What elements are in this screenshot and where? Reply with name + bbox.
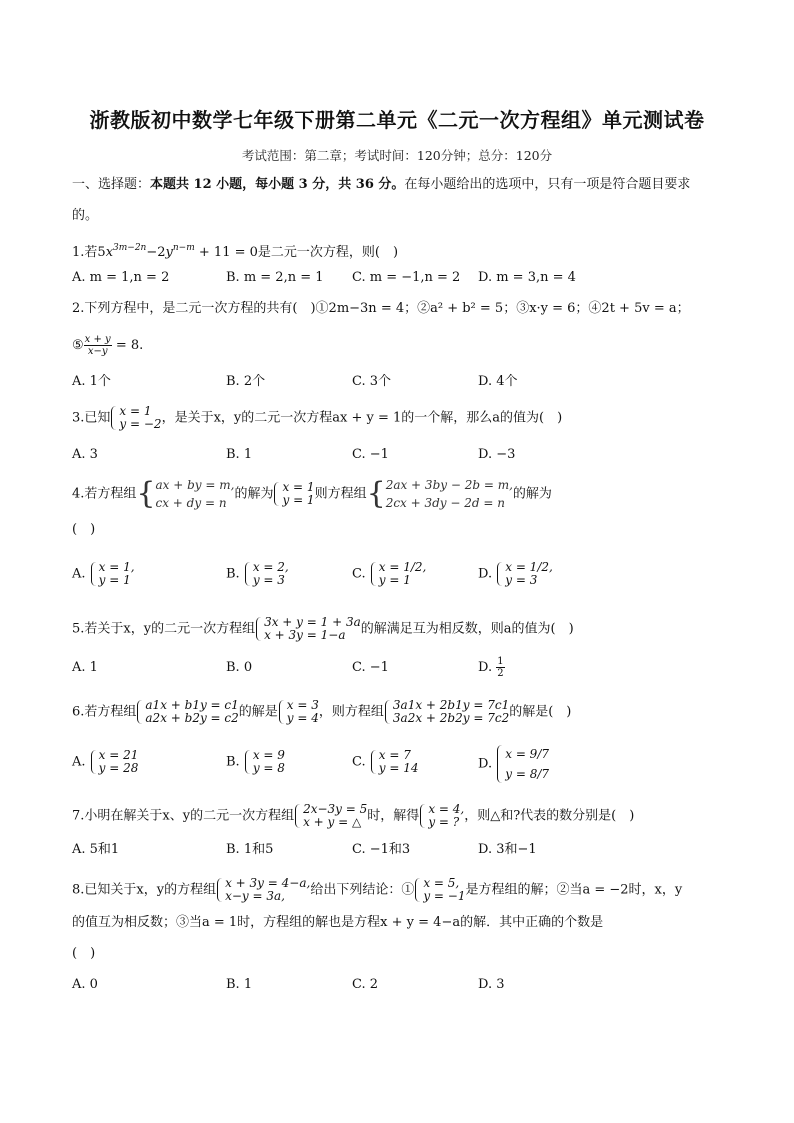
question-7: 7.小明在解关于x、y的二元一次方程组 2x−3y = 5 x + y = △ 时，解得 x = 4, y = ? ，则△和?代表的数分别是( ) (72, 802, 635, 829)
q4-option-b[interactable]: B. x = 2, y = 3 (226, 560, 289, 587)
q3-option-b[interactable]: B. 1 (226, 447, 253, 462)
q6-option-b[interactable]: B. x = 9 y = 8 (226, 748, 285, 775)
q2-option-d[interactable]: D. 4个 (478, 374, 518, 389)
q1-option-b[interactable]: B. m = 2,n = 1 (226, 270, 324, 285)
q7-solution: x = 4, y = ? (419, 803, 464, 829)
q5-option-b[interactable]: B. 0 (226, 660, 253, 675)
q1-option-c[interactable]: C. m = −1,n = 2 (352, 270, 461, 285)
q1-option-a[interactable]: A. m = 1,n = 2 (72, 270, 170, 285)
q7-option-b[interactable]: B. 1和5 (226, 842, 274, 857)
q8-option-b[interactable]: B. 1 (226, 977, 253, 992)
question-6: 6.若方程组 a1x + b1y = c1 a2x + b2y = c2 的解是 x = 3 y = 4 ，则方程组 3a1x + 2b1y = 7c1 3a2x + 2b2y = 7c2 的解是( ) (72, 698, 572, 725)
q3-option-c[interactable]: C. −1 (352, 447, 389, 462)
q8-solution: x = 5, y = −1 (414, 877, 465, 903)
q7-system: 2x−3y = 5 x + y = △ (294, 803, 367, 829)
q4-solution: x = 1 y = 1 (273, 481, 314, 507)
q5-option-a[interactable]: A. 1 (72, 660, 98, 675)
q4-paren: ( ) (72, 522, 96, 537)
q7-option-c[interactable]: C. −1和3 (352, 842, 411, 857)
question-2: 2.下列方程中，是二元一次方程的共有( )①2m−3n = 4；②a² + b² = 5；③x·y = 6；④2t + 5v = a； (72, 301, 690, 316)
q6-system-2: 3a1x + 2b1y = 7c1 3a2x + 2b2y = 7c2 (384, 699, 509, 725)
q5-option-d[interactable]: D. $\frac{1}{2}$ (478, 656, 504, 679)
q8-option-d[interactable]: D. 3 (478, 977, 505, 992)
q8-option-c[interactable]: C. 2 (352, 977, 379, 992)
section-header-cont: 的。 (72, 208, 99, 223)
question-8: 8.已知关于x，y的方程组 x + 3y = 4−a, x−y = 3a, 给出下列结论：① x = 5, y = −1 是方程组的解；②当a = −2时，x，y (72, 876, 683, 903)
question-5: 5.若关于x，y的二元一次方程组 3x + y = 1 + 3a x + 3y = 1−a 的解满足互为相反数，则a的值为( ) (72, 615, 574, 642)
q7-option-a[interactable]: A. 5和1 (72, 842, 120, 857)
q3-system: x = 1 y = −2 (110, 405, 161, 431)
q2-option-b[interactable]: B. 2个 (226, 374, 266, 389)
q3-option-a[interactable]: A. 3 (72, 447, 98, 462)
q8-option-a[interactable]: A. 0 (72, 977, 98, 992)
exam-info: 考试范围：第二章；考试时间：120分钟；总分：120分 (241, 148, 553, 163)
q7-option-d[interactable]: D. 3和−1 (478, 842, 537, 857)
q8-system: x + 3y = 4−a, x−y = 3a, (216, 877, 310, 903)
question-3: 3.已知 x = 1 y = −2 ，是关于x，y的二元一次方程ax + y = 1的一个解，那么a的值为( ) (72, 404, 563, 431)
page-title: 浙教版初中数学七年级下册第二单元《二元一次方程组》单元测试卷 (89, 108, 705, 132)
q6-system-1: a1x + b1y = c1 a2x + b2y = c2 (136, 699, 238, 725)
q1-option-d[interactable]: D. m = 3,n = 4 (478, 270, 576, 285)
q4-system-2: 2ax + 3by − 2b = m, 2cx + 3dy − 2d = n (385, 478, 513, 510)
q5-option-c[interactable]: C. −1 (352, 660, 389, 675)
q6-option-d[interactable]: D. x = 9/7 y = 8/7 (478, 744, 549, 784)
question-1: 1.若$5x^{3m-2n}-2y^{n-m} + 11 = 0$是二元一次方程，则( ) (72, 243, 399, 260)
q2-option-a[interactable]: A. 1个 (72, 374, 111, 389)
q6-option-c[interactable]: C. x = 7 y = 14 (352, 748, 419, 775)
q4-option-c[interactable]: C. x = 1/2, y = 1 (352, 560, 427, 587)
question-4: 4.若方程组{ ax + by = m, cx + dy = n 的解为 x = 1 y = 1 则方程组{ 2ax + 3by − 2b = m, 2cx + 3dy − 2d = n 的解为 (72, 476, 552, 511)
q4-option-d[interactable]: D. x = 1/2, y = 3 (478, 560, 553, 587)
q6-option-a[interactable]: A. x = 21 y = 28 (72, 748, 139, 775)
q5-system: 3x + y = 1 + 3a x + 3y = 1−a (255, 616, 361, 642)
question-8-cont: 的值互为相反数；③当a = 1时，方程组的解也是方程x + y = 4−a的解．其中正确的个数是 (72, 915, 604, 930)
q4-system-1: ax + by = m, cx + dy = n (155, 478, 235, 510)
q2-option-c[interactable]: C. 3个 (352, 374, 392, 389)
q6-solution: x = 3 y = 4 (278, 699, 319, 725)
question-2-cont: ⑤ $\frac{x + y}{x-y}$ = 8. (72, 334, 144, 357)
q4-option-a[interactable]: A. x = 1, y = 1 (72, 560, 135, 587)
q8-paren: ( ) (72, 946, 96, 961)
q3-option-d[interactable]: D. −3 (478, 447, 516, 462)
section-header: 一、选择题：本题共 12 小题，每小题 3 分，共 36 分。在每小题给出的选项中，只有一项是符合题目要求 (72, 177, 691, 192)
